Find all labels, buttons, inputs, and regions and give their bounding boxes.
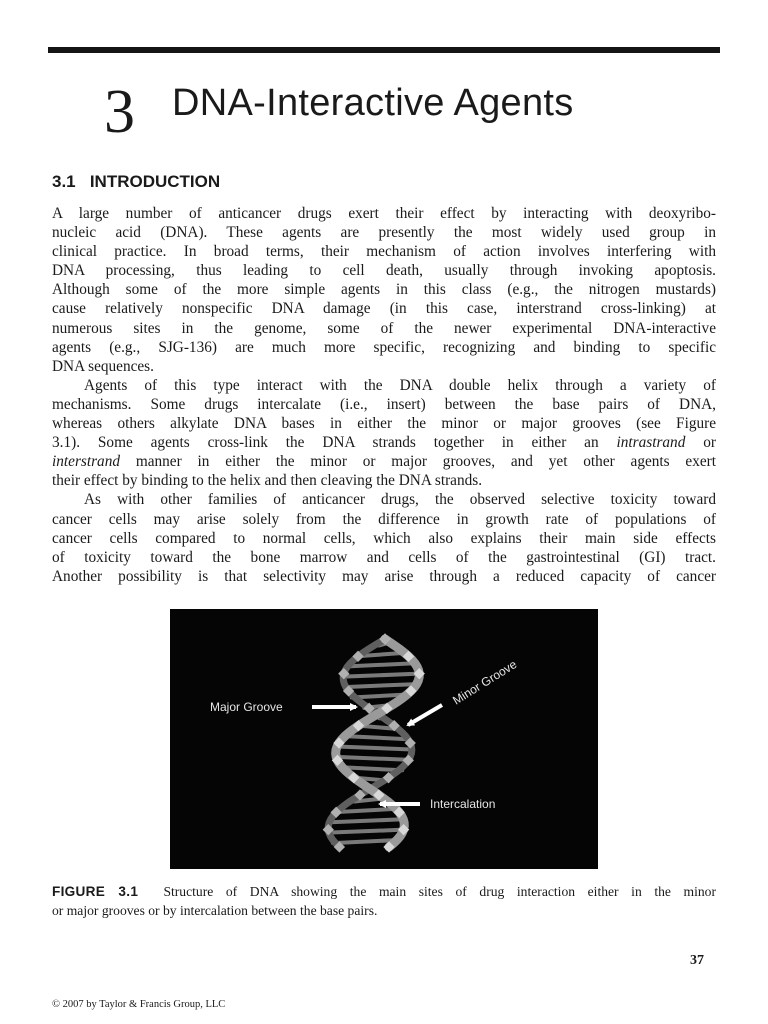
section-number: 3.1 <box>52 172 76 191</box>
text-line: whereas others alkylate DNA bases in either the minor or major grooves (see Figure <box>52 415 716 433</box>
text-line: mechanisms. Some drugs intercalate (i.e., insert) between the base pairs of DNA, <box>52 395 716 413</box>
text-line: nucleic acid (DNA). These agents are presently the most widely used group in <box>52 224 716 242</box>
text-line: DNA sequences. <box>52 357 154 375</box>
base-pair <box>345 736 406 739</box>
minor-groove-label: Minor Groove <box>450 657 520 708</box>
page-number: 37 <box>690 953 704 968</box>
major-groove-label: Major Groove <box>210 700 283 714</box>
text-line: cause relatively nonspecific DNA damage (in this case, interstrand cross-linking) at <box>52 300 716 318</box>
text-line: DNA processing, thus leading to cell death, usually through invoking apoptosis. <box>52 262 716 280</box>
base-pair <box>344 674 419 677</box>
caption-line: FIGURE 3.1 Structure of DNA showing the main sites of drug interaction either in the minor <box>52 884 717 899</box>
text-line: Another possibility is that selectivity may arise through a reduced capacity of cancer <box>52 567 716 585</box>
text-line: cancer cells may arise solely from the difference in growth rate of populations of <box>52 510 716 528</box>
section-heading <box>52 170 220 194</box>
chapter-title: DNA-Interactive Agents <box>172 82 574 124</box>
text-line: Agents of this type interact with the DNA double helix through a variety of <box>84 376 716 394</box>
emphasis-text: intrastrand <box>616 434 686 452</box>
top-rule <box>48 47 720 53</box>
base-pair <box>328 830 403 833</box>
base-pair <box>340 809 396 812</box>
intercalation-label: Intercalation <box>430 797 496 811</box>
base-pair <box>350 663 415 666</box>
body-text <box>52 204 716 586</box>
copyright-notice: © 2007 by Taylor & Francis Group, LLC <box>52 999 226 1010</box>
minor-groove-arrow <box>408 705 442 725</box>
emphasis-text: interstrand <box>52 453 120 471</box>
text-line: cancer cells compared to normal cells, which also explains their main side effects <box>52 529 716 547</box>
section-title: INTRODUCTION <box>89 172 221 191</box>
caption-label: FIGURE 3.1 <box>52 884 139 899</box>
dna-figure <box>170 609 598 869</box>
text-line: agents (e.g., SJG-136) are much more specific, recognizing and binding to specific <box>52 338 716 356</box>
text-line: A large number of anticancer drugs exert their effect by interacting with deoxyribo- <box>52 205 716 222</box>
text-line: clinical practice. In broad terms, their mechanism of action involves interfering with <box>52 243 716 261</box>
text-line: interstrand manner in either the minor or major grooves, and yet other agents exert <box>52 453 716 471</box>
figure-caption <box>52 882 716 920</box>
chapter-number: 3 <box>104 78 135 146</box>
text-line: Although some of the more simple agents in this class (e.g., the nitrogen mustards) <box>52 281 716 299</box>
base-pair <box>336 757 410 760</box>
base-pair <box>337 746 411 749</box>
text-line: numerous sites in the genome, some of the newer experimental DNA-interactive <box>52 319 716 337</box>
text-line: of toxicity toward the bone marrow and cells of the gastrointestinal (GI) tract. <box>52 548 716 566</box>
dna-helix-illustration <box>170 609 598 869</box>
text-line: As with other families of anticancer drugs, the observed selective toxicity toward <box>84 491 716 509</box>
caption-line: or major grooves or by intercalation between the base pairs. <box>52 903 378 918</box>
base-pair <box>331 819 404 822</box>
base-pair <box>344 684 416 687</box>
text-line: their effect by binding to the helix and then cleaving the DNA strands. <box>52 472 483 490</box>
text-line: 3.1). Some agents cross-link the DNA strands together in either an intrastrand or <box>52 434 716 452</box>
